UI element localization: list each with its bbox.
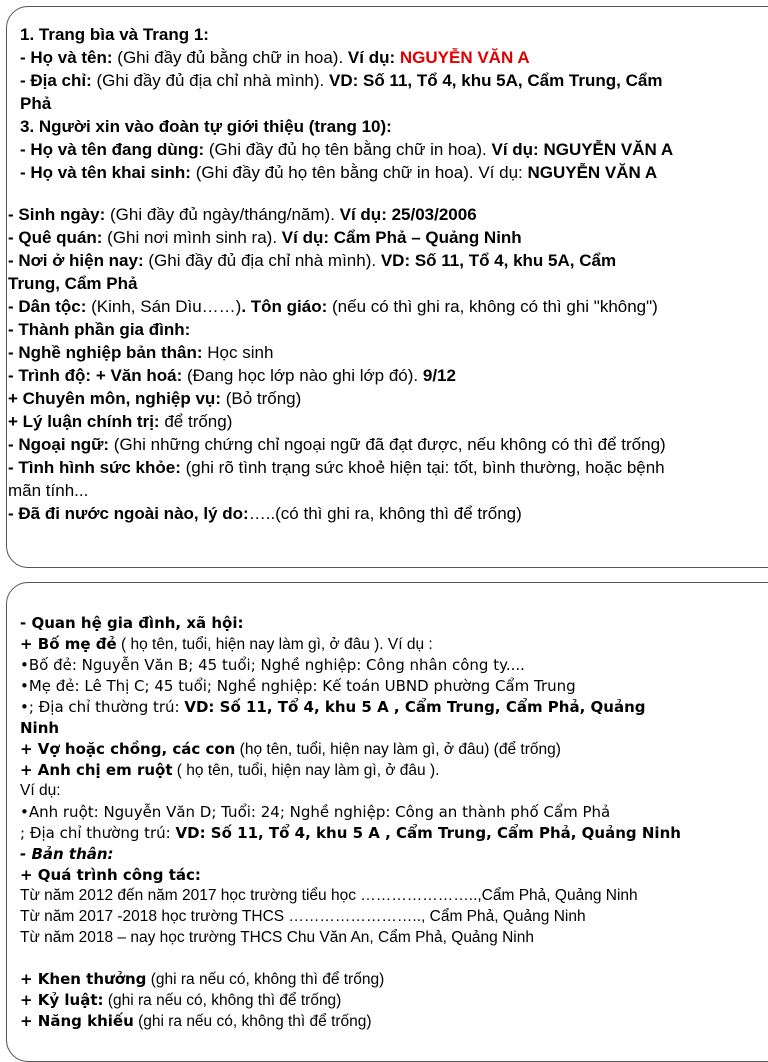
line-education: - Trình độ: + Văn hoá: (Đang học lớp nào ghi lớp đó). 9/12 xyxy=(8,366,456,385)
line-current-name: - Họ và tên đang dùng: (Ghi đầy đủ họ tên bằng chữ in hoa). Ví dụ: NGUYỄN VĂN A xyxy=(20,140,674,159)
line-siblings: + Anh chị em ruột ( họ tên, tuổi, hiện nay làm gì, ở đâu ). xyxy=(20,761,440,779)
line-full-name: - Họ và tên: (Ghi đầy đủ bằng chữ in hoa). Ví dụ: NGUYỄN VĂN A xyxy=(20,48,530,67)
line-father: •Bố đẻ: Nguyễn Văn B; 45 tuổi; Nghề nghiệp: Công nhân công ty.... xyxy=(20,656,525,674)
line-spouse-children: + Vợ hoặc chồng, các con (họ tên, tuổi, hiện nay làm gì, ở đâu) (để trống) xyxy=(20,740,561,758)
line-hometown: - Quê quán: (Ghi nơi mình sinh ra). Ví dụ: Cẩm Phả – Quảng Ninh xyxy=(8,228,522,247)
line-family-background: - Thành phần gia đình: xyxy=(8,320,191,339)
line-ethnicity-religion: - Dân tộc: (Kinh, Sán Dìu……). Tôn giáo: (nếu có thì ghi ra, không có thì ghi "không") xyxy=(8,297,658,316)
instruction-card-1 xyxy=(6,6,768,568)
line-parents-address: •; Địa chỉ thường trú: VD: Số 11, Tổ 4, khu 5 A , Cẩm Trung, Cẩm Phả, Quảng xyxy=(20,698,646,716)
line-brother: •Anh ruột: Nguyễn Văn D; Tuổi: 24; Nghề nghiệp: Công an thành phố Cẩm Phả xyxy=(20,803,611,821)
line-rewards: + Khen thưởng (ghi ra nếu có, không thì để trống) xyxy=(20,970,385,988)
section-heading-self-intro: 3. Người xin vào đoàn tự giới thiệu (trang 10): xyxy=(20,117,392,136)
line-health-cont: mãn tính... xyxy=(8,481,89,500)
line-address-cont: Phả xyxy=(20,94,52,113)
line-secondary-2017: Từ năm 2017 -2018 học trường THCS …………………….., Cẩm Phả, Quảng Ninh xyxy=(20,908,586,925)
line-foreign-language: - Ngoại ngữ: (Ghi những chứng chỉ ngoại ngữ đã đạt được, nếu không có thì để trống) xyxy=(8,435,666,454)
line-specialty: + Chuyên môn, nghiệp vụ: (Bỏ trống) xyxy=(8,389,302,408)
line-mother: •Mẹ đẻ: Lê Thị C; 45 tuổi; Nghề nghiệp: Kế toán UBND phường Cẩm Trung xyxy=(20,677,576,695)
line-abroad: - Đã đi nước ngoài nào, lý do:…..(có thì ghi ra, không thì để trống) xyxy=(8,504,522,523)
line-example-label: Ví dụ: xyxy=(20,782,61,799)
line-talents: + Năng khiếu (ghi ra nếu có, không thì để trống) xyxy=(20,1012,372,1030)
line-birth-date: - Sinh ngày: (Ghi đầy đủ ngày/tháng/năm). Ví dụ: 25/03/2006 xyxy=(8,205,477,224)
line-political-theory: + Lý luận chính trị: để trống) xyxy=(8,412,233,431)
line-parents-address-cont: Ninh xyxy=(20,719,60,737)
line-primary-school: Từ năm 2012 đến năm 2017 học trường tiểu học …………………..,Cẩm Phả, Quảng Ninh xyxy=(20,887,638,904)
line-health: - Tình hình sức khỏe: (ghi rõ tình trạng sức khoẻ hiện tại: tốt, bình thường, hoặc bệnh xyxy=(8,458,665,477)
line-residence-cont: Trung, Cẩm Phả xyxy=(8,274,138,293)
line-discipline: + Kỷ luật: (ghi ra nếu có, không thì để trống) xyxy=(20,991,342,1009)
section-heading-cover: 1. Trang bìa và Trang 1: xyxy=(20,25,209,44)
line-occupation: - Nghề nghiệp bản thân: Học sinh xyxy=(8,343,274,362)
line-brother-address: ; Địa chỉ thường trú: VD: Số 11, Tổ 4, khu 5 A , Cẩm Trung, Cẩm Phả, Quảng Ninh xyxy=(20,824,681,842)
line-residence: - Nơi ở hiện nay: (Ghi đầy đủ địa chỉ nhà mình). VD: Số 11, Tổ 4, khu 5A, Cẩm xyxy=(8,251,617,270)
line-secondary-2018: Từ năm 2018 – nay học trường THCS Chu Văn An, Cẩm Phả, Quảng Ninh xyxy=(20,929,534,946)
line-address: - Địa chỉ: (Ghi đầy đủ địa chỉ nhà mình). VD: Số 11, Tổ 4, khu 5A, Cẩm Trung, Cẩm xyxy=(20,71,663,90)
section-heading-self: - Bản thân: xyxy=(20,845,114,863)
instruction-card-2 xyxy=(6,582,768,1062)
section-heading-work-history: + Quá trình công tác: xyxy=(20,866,201,884)
line-parents: + Bố mẹ đẻ ( họ tên, tuổi, hiện nay làm gì, ở đâu ). Ví dụ : xyxy=(20,635,433,653)
section-heading-family: - Quan hệ gia đình, xã hội: xyxy=(20,614,244,632)
line-birth-name: - Họ và tên khai sinh: (Ghi đầy đủ họ tên bằng chữ in hoa). Ví dụ: NGUYỄN VĂN A xyxy=(20,163,658,182)
